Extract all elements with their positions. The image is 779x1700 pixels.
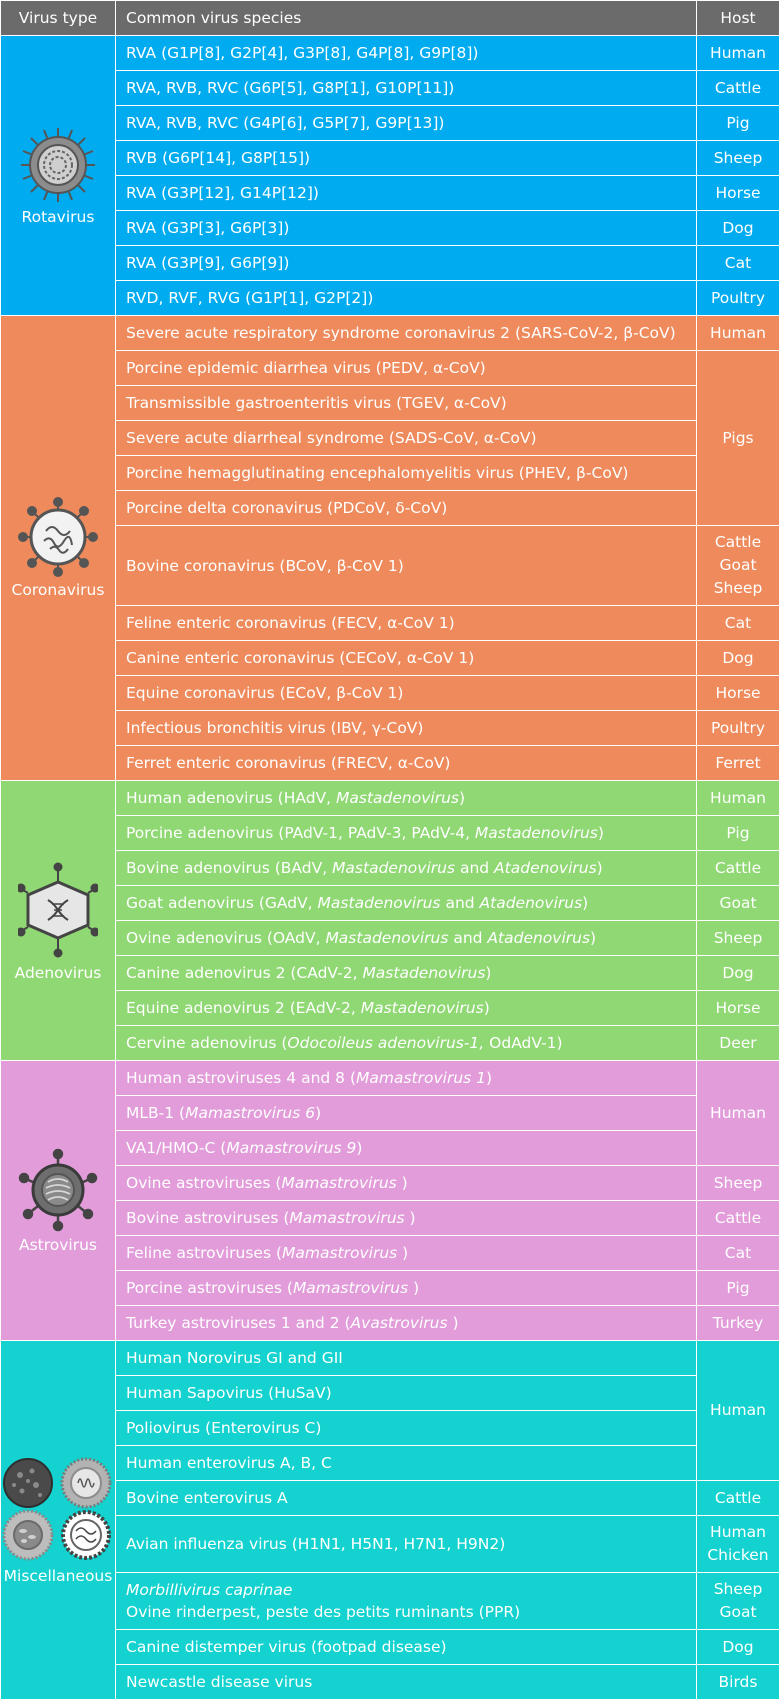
table-row	[1, 1573, 779, 1630]
species-text: )	[484, 999, 490, 1017]
host-cell: Horse	[697, 176, 779, 211]
host-cell: Cat	[697, 606, 779, 641]
table-row	[1, 1341, 779, 1376]
species-latin-name: Morbillivirus caprinae	[126, 1581, 292, 1599]
species-text: )	[408, 1279, 419, 1297]
species-cell	[116, 921, 697, 956]
host-cell: Dog	[697, 211, 779, 246]
species-cell	[116, 1236, 697, 1271]
table-row	[1, 746, 779, 781]
host-cell: Sheep	[697, 1166, 779, 1201]
table-row	[1, 991, 779, 1026]
table-row	[1, 606, 779, 641]
miscellaneous-viruses-icon	[2, 1455, 114, 1563]
species-cell: Bovine enterovirus A	[116, 1481, 697, 1516]
table-row	[1, 1236, 779, 1271]
host-cell: Pig	[697, 106, 779, 141]
species-cell: Bovine coronavirus (BCoV, β-CoV 1)	[116, 526, 697, 606]
table-row	[1, 1481, 779, 1516]
host-cell: Pigs	[697, 351, 779, 526]
species-cell: Transmissible gastroenteritis virus (TGEV, α-CoV)	[116, 386, 697, 421]
table-row	[1, 281, 779, 316]
species-text: VA1/HMO-C (	[126, 1139, 226, 1157]
species-text: Turkey astroviruses 1 and 2 (	[126, 1314, 351, 1332]
genus-name: Mastadenovirus	[318, 894, 441, 912]
genus-name: Mamastrovirus 9	[226, 1139, 356, 1157]
virus-type-astrovirus	[1, 1061, 116, 1341]
table-row	[1, 421, 779, 456]
species-text: )	[356, 1139, 362, 1157]
table-row	[1, 106, 779, 141]
species-cell: RVA (G1P[8], G2P[4], G3P[8], G4P[8], G9P[8])	[116, 36, 697, 71]
host-line: Goat	[697, 554, 779, 577]
host-cell	[697, 1516, 779, 1573]
rotavirus-icon	[19, 126, 97, 204]
table-row	[1, 351, 779, 386]
species-cell: Human Norovirus GI and GII	[116, 1341, 697, 1376]
host-cell: Human	[697, 316, 779, 351]
genus-name: Mastadenovirus	[325, 929, 448, 947]
virus-type-rotavirus	[1, 36, 116, 316]
genus-name: Mamastrovirus 6	[185, 1104, 315, 1122]
table-row	[1, 141, 779, 176]
adenovirus-icon	[18, 860, 98, 960]
species-cell: Feline enteric coronavirus (FECV, α-CoV 1)	[116, 606, 697, 641]
species-cell: Human enterovirus A, B, C	[116, 1446, 697, 1481]
species-text: Bovine astroviruses (	[126, 1209, 289, 1227]
host-cell: Cattle	[697, 1481, 779, 1516]
species-text: Canine adenovirus 2 (CAdV-2,	[126, 964, 362, 982]
species-cell: Canine distemper virus (footpad disease)	[116, 1630, 697, 1665]
species-text: Bovine adenovirus (BAdV,	[126, 859, 332, 877]
table-row	[1, 1411, 779, 1446]
table-row	[1, 1026, 779, 1061]
table-row	[1, 676, 779, 711]
species-text: Human adenovirus (HAdV,	[126, 789, 336, 807]
table-row	[1, 886, 779, 921]
host-line: Sheep	[697, 577, 779, 600]
species-cell: RVD, RVF, RVG (G1P[1], G2P[2])	[116, 281, 697, 316]
table-row	[1, 816, 779, 851]
species-cell	[116, 1306, 697, 1341]
species-cell: Avian influenza virus (H1N1, H5N1, H7N1, H9N2)	[116, 1516, 697, 1573]
table-row	[1, 1131, 779, 1166]
table-header-row	[1, 1, 779, 36]
species-cell: Severe acute diarrheal syndrome (SADS-CoV, α-CoV)	[116, 421, 697, 456]
table-row	[1, 1096, 779, 1131]
virus-type-coronavirus	[1, 316, 116, 781]
species-cell	[116, 1573, 697, 1630]
species-text: )	[597, 859, 603, 877]
virus-type-label: Miscellaneous	[1, 1567, 115, 1585]
coronavirus-icon	[18, 497, 98, 577]
host-cell: Cattle	[697, 851, 779, 886]
genus-name: Mastadenovirus	[362, 964, 485, 982]
table-row	[1, 316, 779, 351]
species-text: )	[315, 1104, 321, 1122]
host-line: Cattle	[697, 531, 779, 554]
species-text: Goat adenovirus (GAdV,	[126, 894, 318, 912]
species-text: Porcine astroviruses (	[126, 1279, 293, 1297]
species-text: )	[397, 1244, 408, 1262]
genus-name: Mastadenovirus	[332, 859, 455, 877]
species-text: )	[405, 1209, 416, 1227]
species-cell	[116, 1271, 697, 1306]
species-cell: Infectious bronchitis virus (IBV, γ-CoV)	[116, 711, 697, 746]
species-cell: Equine coronavirus (ECoV, β-CoV 1)	[116, 676, 697, 711]
species-cell: RVA, RVB, RVC (G6P[5], G8P[1], G10P[11])	[116, 71, 697, 106]
host-line: Human	[697, 1521, 779, 1544]
species-cell: RVA (G3P[3], G6P[3])	[116, 211, 697, 246]
table-row	[1, 1166, 779, 1201]
table-row	[1, 1516, 779, 1573]
species-text: Ovine adenovirus (OAdV,	[126, 929, 325, 947]
table-row	[1, 491, 779, 526]
table-row	[1, 1446, 779, 1481]
genus-name: Mamastrovirus	[282, 1244, 397, 1262]
host-line: Sheep	[697, 1578, 779, 1601]
host-cell: Dog	[697, 956, 779, 991]
genus-name: Avastrovirus	[351, 1314, 448, 1332]
species-cell	[116, 1166, 697, 1201]
genus-name: Mamastrovirus	[293, 1279, 408, 1297]
species-text: and	[441, 894, 480, 912]
genus-name: Mastadenovirus	[475, 824, 598, 842]
species-cell	[116, 1026, 697, 1061]
table-row	[1, 956, 779, 991]
genus-name: Atadenovirus	[494, 859, 597, 877]
table-row	[1, 176, 779, 211]
host-cell: Ferret	[697, 746, 779, 781]
host-cell: Human	[697, 781, 779, 816]
species-cell: Porcine hemagglutinating encephalomyelitis virus (PHEV, β-CoV)	[116, 456, 697, 491]
species-cell: RVA (G3P[12], G14P[12])	[116, 176, 697, 211]
species-text: Feline astroviruses (	[126, 1244, 282, 1262]
species-cell: Poliovirus (Enterovirus C)	[116, 1411, 697, 1446]
host-cell: Sheep	[697, 921, 779, 956]
host-cell: Cattle	[697, 71, 779, 106]
species-text: )	[590, 929, 596, 947]
table-row	[1, 1376, 779, 1411]
header-species: Common virus species	[116, 1, 697, 36]
virus-type-miscellaneous	[1, 1341, 116, 1700]
genus-name: Mamastrovirus	[281, 1174, 396, 1192]
species-cell	[116, 1061, 697, 1096]
species-text: )	[582, 894, 588, 912]
species-text: MLB-1 (	[126, 1104, 185, 1122]
host-cell	[697, 1573, 779, 1630]
table-row	[1, 711, 779, 746]
genus-name: Atadenovirus	[480, 894, 583, 912]
genus-name: Odocoileus adenovirus-1,	[287, 1034, 484, 1052]
astrovirus-icon	[16, 1148, 100, 1232]
table-row	[1, 211, 779, 246]
species-cell: Porcine delta coronavirus (PDCoV, δ-CoV)	[116, 491, 697, 526]
species-cell: RVA (G3P[9], G6P[9])	[116, 246, 697, 281]
table-row	[1, 1665, 779, 1700]
genus-name: Mastadenovirus	[336, 789, 459, 807]
table-row	[1, 1061, 779, 1096]
virus-type-label: Rotavirus	[1, 208, 115, 226]
table-row	[1, 71, 779, 106]
table-row	[1, 921, 779, 956]
header-virus-type: Virus type	[1, 1, 116, 36]
species-text: Human astroviruses 4 and 8 (	[126, 1069, 356, 1087]
header-host: Host	[697, 1, 779, 36]
host-cell: Human	[697, 1341, 779, 1481]
species-cell	[116, 851, 697, 886]
host-cell: Cat	[697, 246, 779, 281]
table-row	[1, 1201, 779, 1236]
host-cell: Dog	[697, 1630, 779, 1665]
virus-type-label: Astrovirus	[1, 1236, 115, 1254]
species-cell	[116, 816, 697, 851]
host-cell: Horse	[697, 676, 779, 711]
virus-type-label: Coronavirus	[1, 581, 115, 599]
host-line: Chicken	[697, 1544, 779, 1567]
host-cell: Horse	[697, 991, 779, 1026]
species-text: Ovine astroviruses (	[126, 1174, 281, 1192]
host-cell: Cattle	[697, 1201, 779, 1236]
species-cell: RVA, RVB, RVC (G4P[6], G5P[7], G9P[13])	[116, 106, 697, 141]
virus-type-label: Adenovirus	[1, 964, 115, 982]
species-text: )	[598, 824, 604, 842]
host-cell: Human	[697, 1061, 779, 1166]
host-cell: Human	[697, 36, 779, 71]
species-cell	[116, 781, 697, 816]
host-cell: Dog	[697, 641, 779, 676]
species-cell	[116, 1096, 697, 1131]
host-cell: Cat	[697, 1236, 779, 1271]
genus-name: Mastadenovirus	[361, 999, 484, 1017]
species-cell	[116, 956, 697, 991]
species-cell: Newcastle disease virus	[116, 1665, 697, 1700]
species-cell: Canine enteric coronavirus (CECoV, α-CoV 1)	[116, 641, 697, 676]
host-cell: Turkey	[697, 1306, 779, 1341]
host-cell: Poultry	[697, 711, 779, 746]
species-text: Porcine adenovirus (PAdV-1, PAdV-3, PAdV-4,	[126, 824, 475, 842]
table-row	[1, 851, 779, 886]
species-text: )	[397, 1174, 408, 1192]
genus-name: Atadenovirus	[487, 929, 590, 947]
host-cell: Pig	[697, 816, 779, 851]
table-row	[1, 1630, 779, 1665]
species-text: Equine adenovirus 2 (EAdV-2,	[126, 999, 361, 1017]
genus-name: Mamastrovirus 1	[356, 1069, 486, 1087]
host-cell: Deer	[697, 1026, 779, 1061]
table-row	[1, 1306, 779, 1341]
table-row	[1, 456, 779, 491]
table-row	[1, 1271, 779, 1306]
species-cell	[116, 886, 697, 921]
species-cell	[116, 1131, 697, 1166]
host-cell: Sheep	[697, 141, 779, 176]
species-text: )	[459, 789, 465, 807]
host-cell	[697, 526, 779, 606]
species-text: )	[448, 1314, 459, 1332]
table-row	[1, 36, 779, 71]
table-row	[1, 526, 779, 606]
host-cell: Goat	[697, 886, 779, 921]
host-line: Goat	[697, 1601, 779, 1624]
host-cell: Pig	[697, 1271, 779, 1306]
species-text: OdAdV-1)	[484, 1034, 562, 1052]
virus-type-adenovirus	[1, 781, 116, 1061]
species-text: )	[486, 1069, 492, 1087]
host-cell: Poultry	[697, 281, 779, 316]
table-row	[1, 781, 779, 816]
table-row	[1, 641, 779, 676]
species-text: and	[455, 859, 494, 877]
species-text: and	[448, 929, 487, 947]
species-text: )	[485, 964, 491, 982]
table-row	[1, 386, 779, 421]
species-cell: Ferret enteric coronavirus (FRECV, α-CoV)	[116, 746, 697, 781]
species-cell: Human Sapovirus (HuSaV)	[116, 1376, 697, 1411]
species-text: Cervine adenovirus (	[126, 1034, 287, 1052]
host-cell: Birds	[697, 1665, 779, 1700]
species-cell: RVB (G6P[14], G8P[15])	[116, 141, 697, 176]
species-cell	[116, 991, 697, 1026]
species-cell: Porcine epidemic diarrhea virus (PEDV, α-CoV)	[116, 351, 697, 386]
table-row	[1, 246, 779, 281]
species-cell: Severe acute respiratory syndrome coronavirus 2 (SARS-CoV-2, β-CoV)	[116, 316, 697, 351]
species-line: Ovine rinderpest, peste des petits ruminants (PPR)	[126, 1601, 696, 1623]
genus-name: Mamastrovirus	[289, 1209, 404, 1227]
species-line	[126, 1579, 696, 1601]
species-cell	[116, 1201, 697, 1236]
